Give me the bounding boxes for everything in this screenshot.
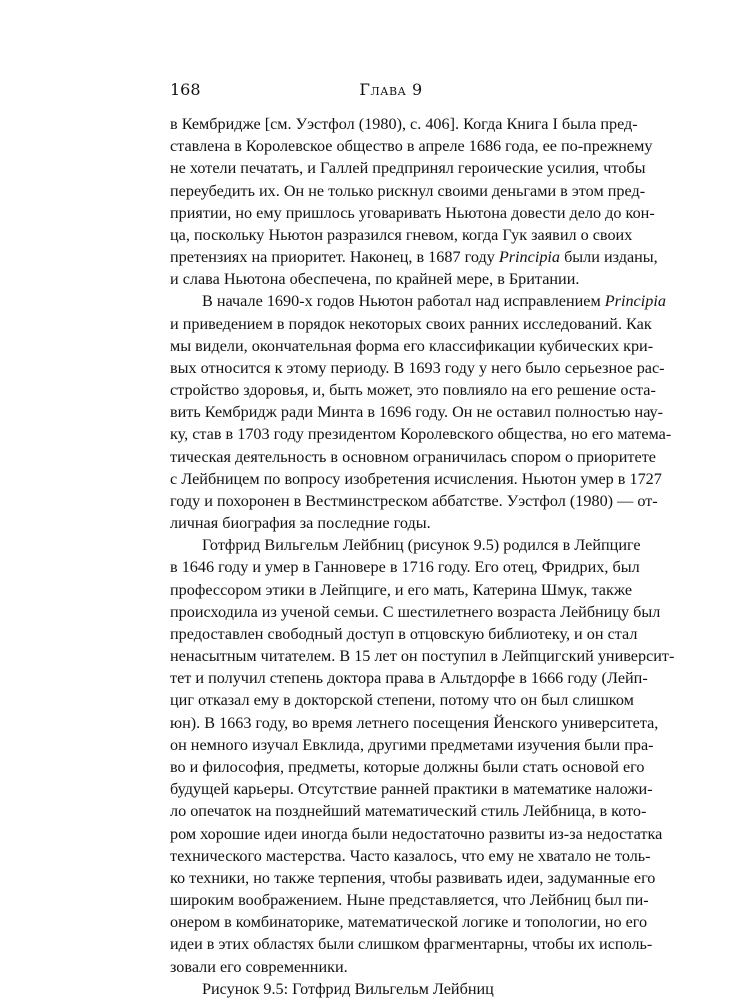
text-line: профессором этики в Лейпциге, и его мать, Катерина Шмук, также — [170, 580, 632, 599]
italic-title: Principia — [498, 248, 561, 267]
text-line: и слава Ньютона обеспечена, по крайней мере, в Британии. — [170, 270, 580, 289]
text-line: стройство здоровья, и, быть может, это повлияло на его решение оста- — [170, 381, 656, 400]
text-line: В начале 1690-х годов Ньютон работал над исправлением Principia — [202, 292, 666, 311]
text-line: он немного изучал Евклида, другими предметами изучения были пра- — [170, 735, 654, 754]
page-number: 168 — [170, 80, 201, 99]
text-line: в 1646 году и умер в Ганновере в 1716 году. Его отец, Фридрих, был — [170, 558, 640, 577]
paragraph — [170, 113, 658, 290]
text-line: предоставлен свободный доступ в отцовскую библиотеку, и он стал — [170, 624, 638, 643]
text-line: вых относится к этому периоду. В 1693 году у него было серьезное рас- — [170, 358, 665, 377]
text-line: Готфрид Вильгельм Лейбниц (рисунок 9.5) родился в Лейпциге — [202, 536, 641, 555]
text-line: юн). В 1663 году, во время летнего посещения Йенского университета, — [170, 713, 659, 732]
italic-title: Principia — [604, 292, 666, 311]
text-line: ку, став в 1703 году президентом Королевского общества, но его матема- — [170, 425, 672, 444]
text-line: вить Кембридж ради Минта в 1696 году. Он не оставил полностью нау- — [170, 403, 664, 422]
text-line: году и похоронен в Вестминстреском аббатстве. Уэстфол (1980) — от- — [170, 491, 658, 510]
text-line: зовали его современники. — [170, 957, 348, 976]
text-line: претензиях на приоритет. Наконец, в 1687 году Principia были изданы, — [170, 248, 658, 267]
text-line: происходила из ученой семьи. С шестилетнего возраста Лейбницу был — [170, 602, 661, 621]
text-line: мы видели, окончательная форма его классификации кубических кри- — [170, 336, 654, 355]
text-line: ставлена в Королевское общество в апреле 1686 года, ее по-прежнему — [170, 137, 653, 156]
text-line: ца, поскольку Ньютон разразился гневом, когда Гук заявил о своих — [170, 225, 633, 244]
text-line: тет и получил степень доктора права в Альтдорфе в 1666 году (Лейп- — [170, 669, 648, 688]
text-line: приятии, но ему пришлось уговаривать Ньютона довести дело до кон- — [170, 203, 655, 222]
text-line: личная биография за последние годы. — [170, 514, 431, 533]
figure-caption: Рисунок 9.5: Готфрид Вильгельм Лейбниц — [202, 979, 494, 998]
text-line: с Лейбницем по вопросу изобретения исчисления. Ньютон умер в 1727 — [170, 469, 662, 488]
text-line: онером в комбинаторике, математической логике и топологии, но его — [170, 913, 648, 932]
page-header — [170, 79, 612, 101]
text-line: будущей карьеры. Отсутствие ранней практики в математике наложи- — [170, 780, 653, 799]
text-line: тическая деятельность в основном ограничилась спором о приоритете — [170, 447, 656, 466]
text-line: циг отказал ему в докторской степени, потому что он был слишком — [170, 691, 634, 710]
chapter-title: Глава 9 — [359, 80, 423, 99]
text-line: ло опечаток на позднейший математический стиль Лейбница, в кото- — [170, 802, 647, 821]
text-line: и приведением в порядок некоторых своих ранних исследований. Как — [170, 314, 652, 333]
text-line: в Кембридже [см. Уэстфол (1980), с. 406]. Когда Книга I была пред- — [170, 115, 638, 133]
paragraph — [170, 290, 672, 534]
text-line: ненасытным читателем. В 15 лет он поступил в Лейпцигский университ- — [170, 647, 675, 666]
text-line: ко техники, но также терпения, чтобы развивать идеи, задуманные его — [170, 868, 656, 887]
text-line: идеи в этих областях были слишком фрагментарны, чтобы их исполь- — [170, 935, 653, 954]
paragraph — [170, 534, 675, 977]
body-text — [170, 113, 675, 1000]
text-line: широким воображением. Ныне представляется, что Лейбниц был пи- — [170, 891, 649, 910]
text-line: переубедить их. Он не только рискнул своими деньгами в этом пред- — [170, 181, 646, 200]
text-line: технического мастерства. Часто казалось, что ему не хватало не толь- — [170, 846, 651, 865]
text-line: во и философия, предметы, которые должны были стать основой его — [170, 757, 645, 776]
text-line: ром хорошие идеи иногда были недостаточно развиты из-за недостатка — [170, 824, 663, 843]
text-line: не хотели печатать, и Галлей предпринял героические усилия, чтобы — [170, 159, 646, 178]
